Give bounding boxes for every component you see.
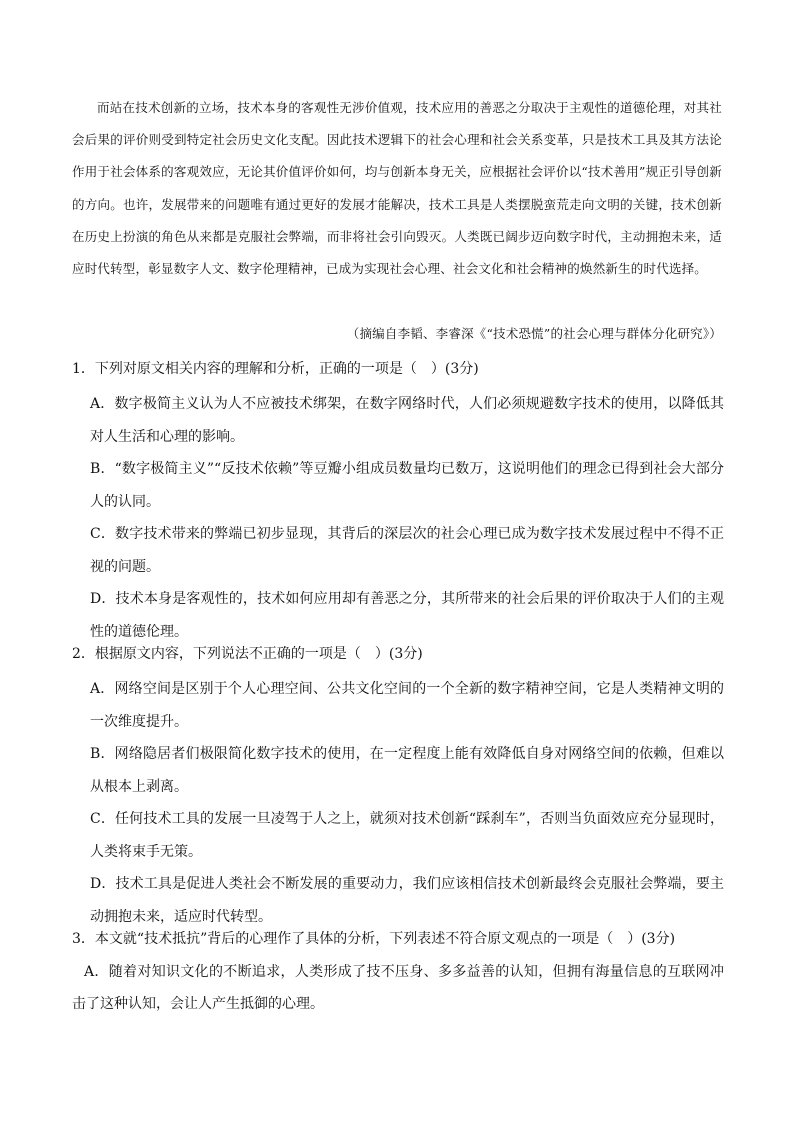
question-1-option-d: D．技术本身是客观性的，技术如何应用却有善恶之分，其所带来的社会后果的评价取决于人们的主观性的道德伦理。 [90,591,724,640]
passage-excerpt [72,92,722,285]
question-1-option-b: B．“数字极简主义”“反技术依赖”等豆瓣小组成员数量均已数万，这说明他们的理念已得到社会大部分人的认同。 [90,461,724,510]
question-3-option-a: A．随着对知识文化的不断追求，人类形成了技不压身、多多益善的认知，但拥有海量信息的互联网冲击了这种认知，会让人产生抵御的心理。 [72,964,724,1012]
question-2-option-a: A．网络空间是区别于个人心理空间、公共文化空间的一个全新的数字精神空间，它是人类精神文明的一次维度提升。 [90,681,724,730]
question-1-stem: 1．下列对原文相关内容的理解和分析，正确的一项是（ ）(3分) [72,361,479,377]
question-3-stem: 3．本文就“技术抵抗”背后的心理作了具体的分析，下列表述不符合原文观点的一项是（ ）(3分) [72,931,676,947]
question-2-option-d: D．技术工具是促进人类社会不断发展的重要动力，我们应该相信技术创新最终会克服社会弊端，要主动拥抱未来，适应时代转型。 [90,876,724,925]
question-1-option-a: A．数字极简主义认为人不应被技术绑架，在数字网络时代，人们必须规避数字技术的使用，以降低其对人生活和心理的影响。 [90,396,724,445]
question-3 [72,926,724,1020]
passage-paragraph: 而站在技术创新的立场，技术本身的客观性无涉价值观，技术应用的善恶之分取决于主观性的道德伦理，对其社会后果的评价则受到特定社会历史文化支配。因此技术逻辑下的社会心理和社会关系变革，只是技术工具及其方法论作用于社会体系的客观效应，无论其价值评价如何，均与创新本身无关，应根据社会评价以“技术善用”规正引导创新的方向。也许，发展带来的问题唯有通过更好的发展才能解决，技术工具是人类摆脱蛮荒走向文明的关键，技术创新在历史上扮演的角色从来都是克服社会弊端，而非将社会引向毁灭。人类既已阔步迈向数字时代，主动拥抱未来，适应时代转型，彰显数字人文、数字伦理精神，已成为实现社会心理、社会文化和社会精神的焕然新生的时代选择。 [72,100,722,277]
question-1-option-c: C．数字技术带来的弊端已初步显现，其背后的深层次的社会心理已成为数字技术发展过程中不得不正视的问题。 [90,526,724,575]
question-1 [72,356,724,648]
passage-source: （摘编自李韬、李睿深《“技术恐慌”的社会心理与群体分化研究》） [346,326,722,341]
question-2-option-c: C．任何技术工具的发展一旦凌驾于人之上，就须对技术创新“踩刹车”，否则当负面效应充分显现时，人类将束手无策。 [90,811,724,860]
question-2 [72,641,724,933]
question-2-stem: 2．根据原文内容，下列说法不正确的一项是（ ）(3分) [72,646,423,662]
question-2-option-b: B．网络隐居者们极限简化数字技术的使用，在一定程度上能有效降低自身对网络空间的依赖，但难以从根本上剥离。 [90,746,724,795]
